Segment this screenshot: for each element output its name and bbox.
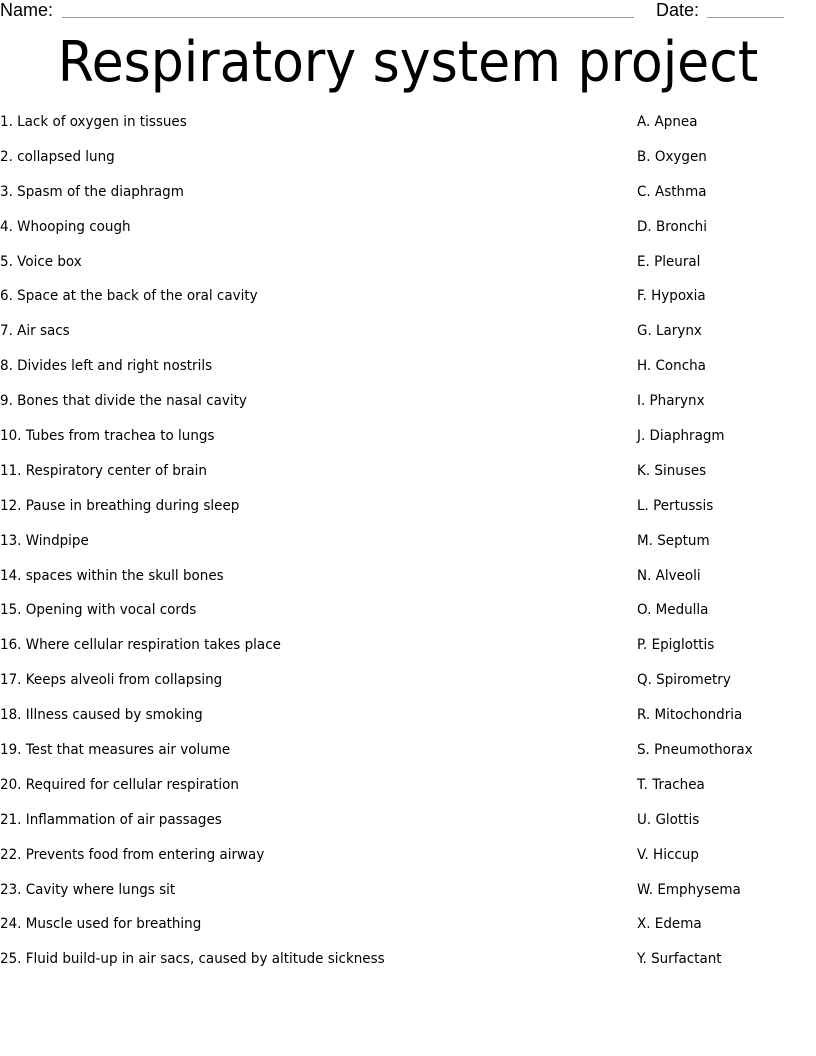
answer-option: H. Concha bbox=[637, 358, 706, 375]
answer-option: U. Glottis bbox=[637, 811, 700, 828]
name-field-line bbox=[62, 17, 634, 18]
matching-row bbox=[0, 286, 816, 321]
matching-row bbox=[0, 740, 816, 775]
clue-text: 13. Windpipe bbox=[0, 532, 89, 549]
worksheet-header bbox=[0, 0, 816, 24]
clue-text: 18. Illness caused by smoking bbox=[0, 707, 203, 724]
clue-text: 8. Divides left and right nostrils bbox=[0, 358, 213, 375]
clue-text: 25. Fluid build-up in air sacs, caused by altitude sickness bbox=[0, 951, 385, 968]
matching-row bbox=[0, 600, 816, 635]
matching-row bbox=[0, 182, 816, 217]
date-field-line bbox=[707, 17, 784, 18]
clue-text: 22. Prevents food from entering airway bbox=[0, 846, 265, 863]
clue-text: 14. spaces within the skull bones bbox=[0, 567, 224, 584]
matching-row bbox=[0, 949, 816, 984]
answer-option: J. Diaphragm bbox=[637, 428, 725, 445]
answer-option: O. Medulla bbox=[637, 602, 709, 619]
clue-text: 7. Air sacs bbox=[0, 323, 70, 340]
matching-row bbox=[0, 217, 816, 252]
answer-option: C. Asthma bbox=[637, 183, 707, 200]
answer-option: R. Mitochondria bbox=[637, 707, 743, 724]
clue-text: 23. Cavity where lungs sit bbox=[0, 881, 176, 898]
matching-row bbox=[0, 112, 816, 147]
matching-row bbox=[0, 531, 816, 566]
answer-option: L. Pertussis bbox=[637, 497, 714, 514]
answer-option: S. Pneumothorax bbox=[637, 742, 753, 759]
answer-option: Q. Spirometry bbox=[637, 672, 731, 689]
clue-text: 4. Whooping cough bbox=[0, 218, 131, 235]
matching-row bbox=[0, 252, 816, 287]
matching-row bbox=[0, 426, 816, 461]
clue-text: 1. Lack of oxygen in tissues bbox=[0, 114, 187, 130]
answer-option: B. Oxygen bbox=[637, 148, 707, 165]
page-title: Respiratory system project bbox=[57, 30, 759, 95]
matching-row bbox=[0, 635, 816, 670]
clue-text: 3. Spasm of the diaphragm bbox=[0, 183, 184, 200]
clue-text: 16. Where cellular respiration takes place bbox=[0, 637, 281, 654]
answer-option: T. Trachea bbox=[637, 776, 705, 793]
matching-row bbox=[0, 880, 816, 915]
date-label: Date: bbox=[656, 0, 700, 20]
clue-text: 5. Voice box bbox=[0, 253, 82, 270]
matching-list bbox=[0, 112, 816, 984]
name-label: Name: bbox=[0, 0, 54, 20]
matching-row bbox=[0, 914, 816, 949]
answer-option: E. Pleural bbox=[637, 253, 701, 270]
clue-text: 9. Bones that divide the nasal cavity bbox=[0, 393, 247, 410]
matching-row bbox=[0, 845, 816, 880]
answer-option: Y. Surfactant bbox=[637, 951, 722, 968]
answer-option: I. Pharynx bbox=[637, 393, 705, 410]
matching-row bbox=[0, 670, 816, 705]
clue-text: 17. Keeps alveoli from collapsing bbox=[0, 672, 223, 689]
matching-row bbox=[0, 391, 816, 426]
answer-option: V. Hiccup bbox=[637, 846, 699, 863]
answer-option: K. Sinuses bbox=[637, 462, 707, 479]
answer-option: N. Alveoli bbox=[637, 567, 701, 584]
answer-option: W. Emphysema bbox=[637, 881, 741, 898]
answer-option: A. Apnea bbox=[637, 114, 698, 130]
matching-row bbox=[0, 496, 816, 531]
matching-row bbox=[0, 775, 816, 810]
clue-text: 21. Inflammation of air passages bbox=[0, 811, 222, 828]
answer-option: F. Hypoxia bbox=[637, 288, 706, 305]
clue-text: 15. Opening with vocal cords bbox=[0, 602, 197, 619]
clue-text: 19. Test that measures air volume bbox=[0, 742, 231, 759]
clue-text: 12. Pause in breathing during sleep bbox=[0, 497, 240, 514]
clue-text: 20. Required for cellular respiration bbox=[0, 776, 239, 793]
matching-row bbox=[0, 356, 816, 391]
answer-option: X. Edema bbox=[637, 916, 702, 933]
clue-text: 11. Respiratory center of brain bbox=[0, 462, 207, 479]
clue-text: 24. Muscle used for breathing bbox=[0, 916, 202, 933]
answer-option: M. Septum bbox=[637, 532, 710, 549]
clue-text: 10. Tubes from trachea to lungs bbox=[0, 428, 215, 445]
matching-row bbox=[0, 461, 816, 496]
matching-row bbox=[0, 147, 816, 182]
matching-row bbox=[0, 705, 816, 740]
matching-row bbox=[0, 566, 816, 601]
clue-text: 6. Space at the back of the oral cavity bbox=[0, 288, 258, 305]
clue-text: 2. collapsed lung bbox=[0, 148, 115, 165]
answer-option: G. Larynx bbox=[637, 323, 702, 340]
answer-option: D. Bronchi bbox=[637, 218, 707, 235]
answer-option: P. Epiglottis bbox=[637, 637, 715, 654]
matching-row bbox=[0, 321, 816, 356]
matching-row bbox=[0, 810, 816, 845]
